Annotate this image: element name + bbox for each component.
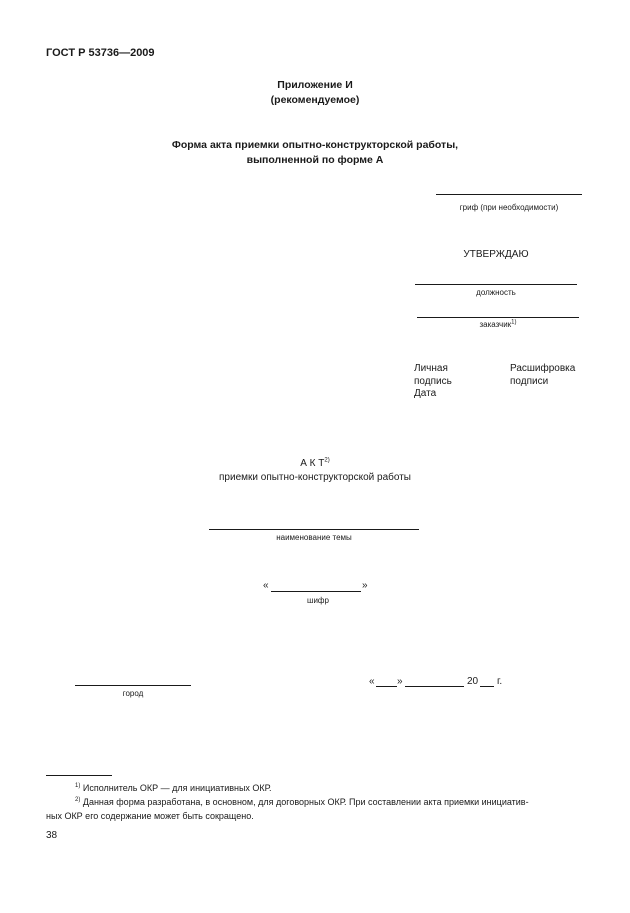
footnote-1 <box>75 781 271 795</box>
act-subtitle: приемки опытно-конструкторской работы <box>219 472 411 483</box>
stamp-caption: гриф (при необходимости) <box>459 203 559 212</box>
footnote-2-continuation: ных ОКР его содержание может быть сокращено. <box>46 811 254 821</box>
city-caption: город <box>122 689 144 698</box>
page-number: 38 <box>46 830 58 841</box>
code-line <box>271 591 361 592</box>
topic-caption: наименование темы <box>276 533 352 542</box>
act-title-text: А К Т <box>300 458 325 469</box>
footnote-1-mark: 1) <box>75 783 81 789</box>
stamp-line <box>436 194 582 195</box>
act-footnote-mark: 2) <box>324 457 330 464</box>
signature-label-2: подпись <box>414 376 452 387</box>
decode-label-2: подписи <box>510 376 549 387</box>
appendix-title: Приложение И <box>277 79 353 91</box>
form-title-line1: Форма акта приемки опытно-конструкторской работы, <box>171 139 459 151</box>
position-line <box>415 284 577 285</box>
date-day-line <box>376 686 397 687</box>
footnote-1-text: Исполнитель ОКР — для инициативных ОКР. <box>82 783 272 793</box>
act-title <box>0 458 630 469</box>
year-suffix: г. <box>497 676 503 687</box>
footnote-2 <box>75 795 529 809</box>
date-label: Дата <box>414 388 437 399</box>
customer-footnote-mark: 1) <box>511 319 517 326</box>
approve-heading: УТВЕРЖДАЮ <box>463 249 529 260</box>
date-close-quote: » <box>397 676 403 687</box>
topic-line <box>209 529 419 530</box>
customer-line <box>417 317 579 318</box>
footnote-2-text: Данная форма разработана, в основном, для договорных ОКР. При составлении акта приемки инициатив- <box>82 797 529 807</box>
code-close-quote: » <box>362 580 368 591</box>
date-year-line <box>480 686 494 687</box>
customer-caption-text: заказчик <box>479 320 512 329</box>
code-open-quote: « <box>263 580 269 591</box>
date-month-line <box>405 686 464 687</box>
standard-number: ГОСТ Р 53736—2009 <box>46 47 155 59</box>
decode-label-1: Расшифровка <box>510 363 576 374</box>
footnote-2-mark: 2) <box>75 797 81 803</box>
signature-label-1: Личная <box>414 363 448 374</box>
year-prefix: 20 <box>467 676 479 687</box>
position-caption: должность <box>476 288 516 297</box>
form-title-line2: выполненной по форме А <box>246 154 384 166</box>
appendix-subtitle: (рекомендуемое) <box>270 94 360 106</box>
customer-caption <box>417 320 579 329</box>
city-line <box>75 685 191 686</box>
code-caption: шифр <box>307 596 329 605</box>
date-open-quote: « <box>369 676 375 687</box>
footnote-separator <box>46 775 112 776</box>
